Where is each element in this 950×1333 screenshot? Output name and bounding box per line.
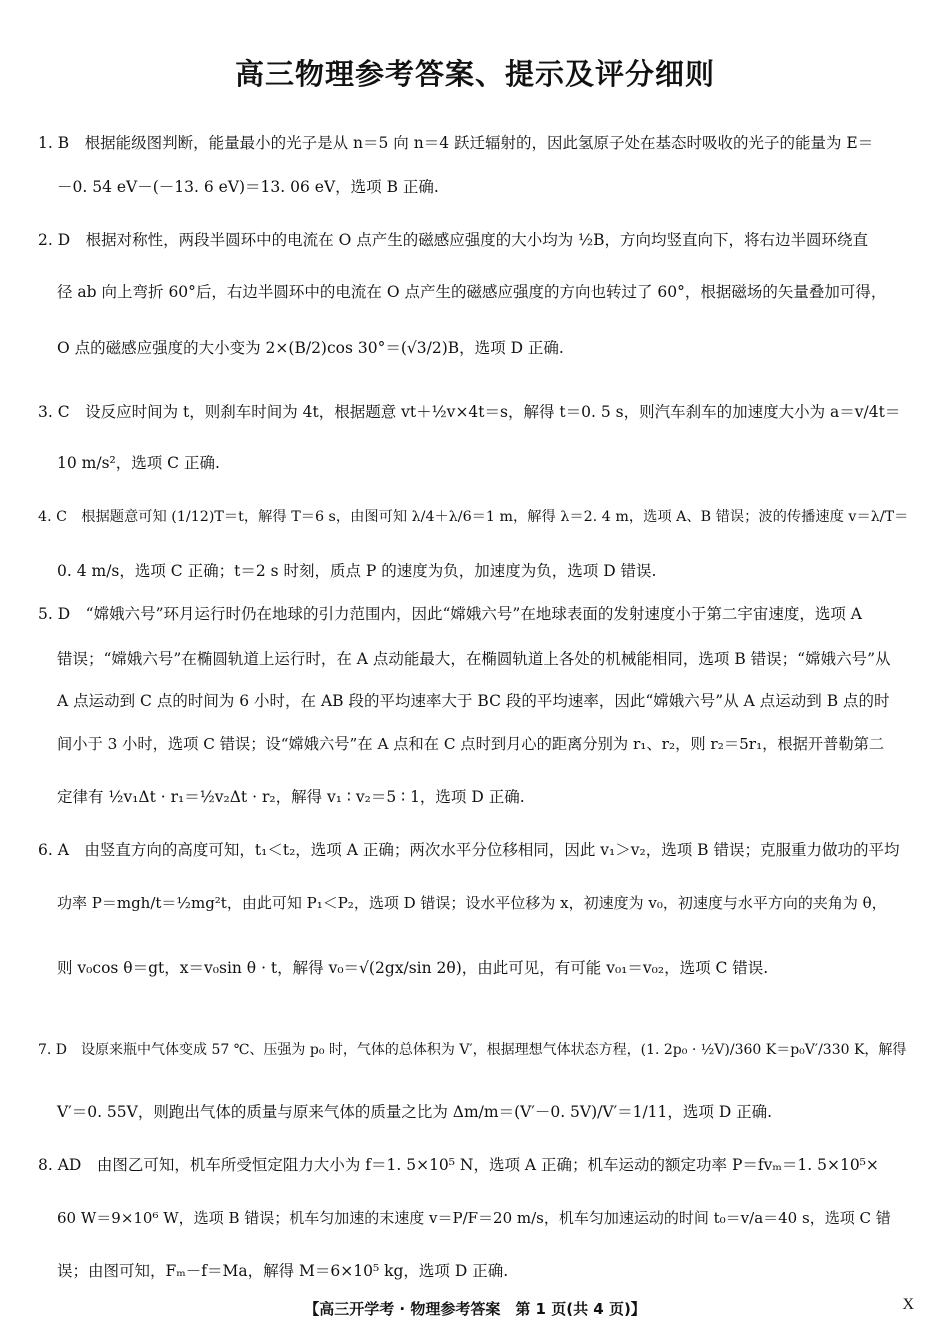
answer-text: 则 v₀cos θ＝gt，x＝v₀sin θ · t，解得 v₀＝√(2gx/sin 2θ)，由此可见，有可能 v₀₁＝v₀₂，选项 C 错误. (57, 959, 769, 977)
answer-text: V′＝0. 55V，则跑出气体的质量与原来气体的质量之比为 Δm/m＝(V′－0. 5V)/V′＝1/11，选项 D 正确. (57, 1103, 773, 1121)
answer-text: 7. D 设原来瓶中气体变成 57 ℃、压强为 p₀ 时，气体的总体积为 V′，根据理想气体状态方程，(1. 2p₀ · ½V)/360 K＝p₀V′/330 K，解得 (38, 1042, 907, 1058)
paper-code: X (902, 1296, 914, 1313)
answer-text: 60 W＝9×10⁶ W，选项 B 错误；机车匀加速的末速度 v＝P/F＝20 m/s，机车匀加速运动的时间 t₀＝v/a＝40 s，选项 C 错 (57, 1209, 891, 1227)
answer-text: 4. C 根据题意可知 (1/12)T＝t，解得 T＝6 s，由图可知 λ/4＋λ/6＝1 m，解得 λ＝2. 4 m，选项 A、B 错误；波的传播速度 v＝λ/T＝ (38, 509, 909, 525)
answer-text: 功率 P＝mgh/t＝½mg²t，由此可知 P₁＜P₂，选项 D 错误；设水平位移为 x，初速度为 v₀，初速度与水平方向的夹角为 θ， (57, 894, 887, 912)
answer-text: O 点的磁感应强度的大小变为 2×(B/2)cos 30°＝(√3/2)B，选项 D 正确. (57, 339, 564, 357)
answer-text: 1. B 根据能级图判断，能量最小的光子是从 n＝5 向 n＝4 跃迁辐射的，因此氢原子处在基态时吸收的光子的能量为 E＝ (38, 134, 874, 152)
answer-text: －0. 54 eV－(－13. 6 eV)＝13. 06 eV，选项 B 正确. (57, 178, 439, 196)
answer-text: 10 m/s²，选项 C 正确. (57, 454, 220, 472)
answer-text: A 点运动到 C 点的时间为 6 小时，在 AB 段的平均速率大于 BC 段的平均速率，因此“嫦娥六号”从 A 点运动到 B 点的时 (57, 692, 890, 710)
answer-text: 8. AD 由图乙可知，机车所受恒定阻力大小为 f＝1. 5×10⁵ N，选项 A 正确；机车运动的额定功率 P＝fvₘ＝1. 5×10⁵× (38, 1156, 879, 1174)
answer-text: 6. A 由竖直方向的高度可知，t₁＜t₂，选项 A 正确；两次水平分位移相同，因此 v₁＞v₂，选项 B 错误；克服重力做功的平均 (38, 841, 900, 859)
answer-text: 5. D “嫦娥六号”环月运行时仍在地球的引力范围内，因此“嫦娥六号”在地球表面的发射速度小于第二宇宙速度，选项 A (38, 605, 862, 623)
answer-text: 错误；“嫦娥六号”在椭圆轨道上运行时，在 A 点动能最大，在椭圆轨道上各处的机械能相同，选项 B 错误；“嫦娥六号”从 (57, 650, 891, 668)
answer-text: 2. D 根据对称性，两段半圆环中的电流在 O 点产生的磁感应强度的大小均为 ½B，方向均竖直向下，将右边半圆环绕直 (38, 231, 869, 249)
answer-text: 0. 4 m/s，选项 C 正确；t＝2 s 时刻，质点 P 的速度为负，加速度为负，选项 D 错误. (57, 562, 657, 580)
answer-text: 3. C 设反应时间为 t，则刹车时间为 4t，根据题意 vt＋½v×4t＝s，解得 t＝0. 5 s，则汽车刹车的加速度大小为 a＝v/4t＝ (38, 403, 901, 421)
answer-text: 误；由图可知，Fₘ－f＝Ma，解得 M＝6×10⁵ kg，选项 D 正确. (57, 1262, 509, 1280)
answer-text: 定律有 ½v₁Δt · r₁＝½v₂Δt · r₂，解得 v₁ ∶ v₂＝5 ∶ 1，选项 D 正确. (57, 788, 525, 806)
page-footer: 【高三开学考 · 物理参考答案 第 1 页(共 4 页)】 (304, 1300, 646, 1318)
answer-text: 间小于 3 小时，选项 C 错误；设“嫦娥六号”在 A 点和在 C 点时到月心的距离分别为 r₁、r₂，则 r₂＝5r₁，根据开普勒第二 (57, 735, 885, 753)
answer-text: 径 ab 向上弯折 60°后，右边半圆环中的电流在 O 点产生的磁感应强度的方向也转过了 60°，根据磁场的矢量叠加可得， (57, 283, 887, 301)
page-title: 高三物理参考答案、提示及评分细则 (234, 57, 715, 91)
